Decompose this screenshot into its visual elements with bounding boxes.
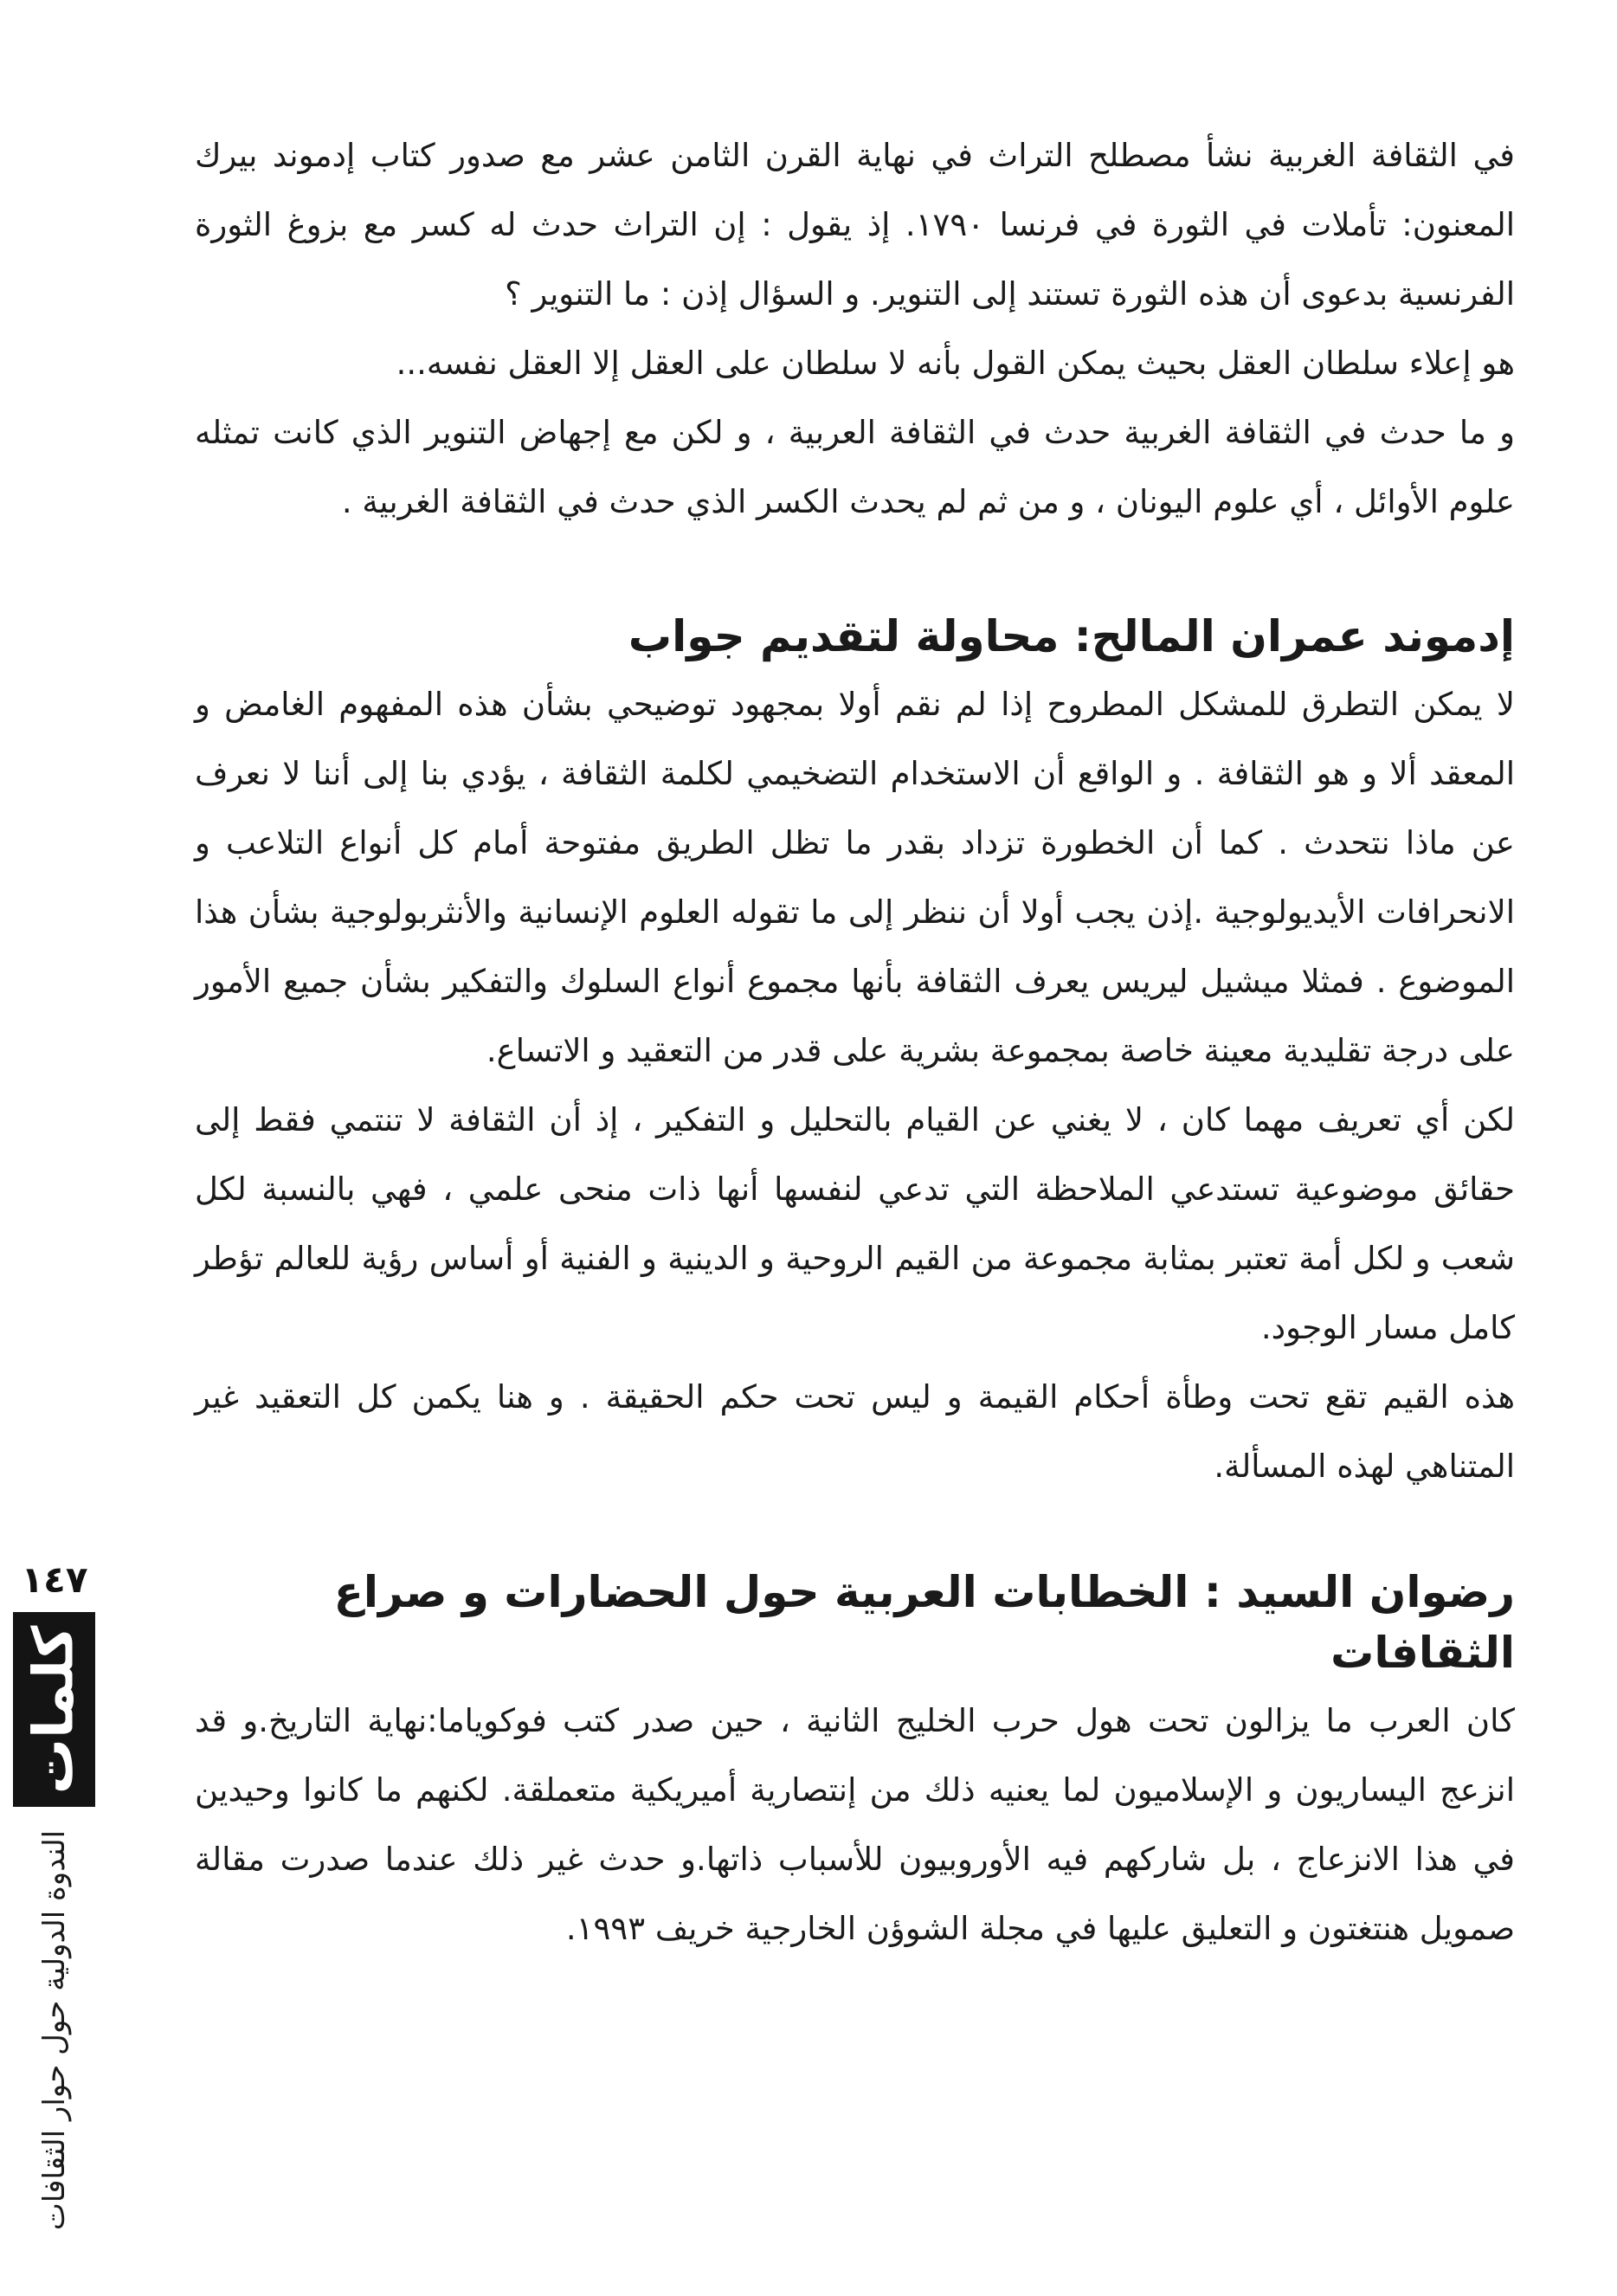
section-paragraph: لكن أي تعريف مهما كان ، لا يغني عن القيام بالتحليل و التفكير ، إذ أن الثقافة لا تنتمي فقط إلى حقائق موضوعية تستدعي الملاحظة التي تدعي لنفسها أنها ذات منحى علمي ، فهي بالنسبة لكل شعب و لكل أمة تعتبر بمثابة مجموعة من القيم الروحية و الدينية و الفنية أو أساس رؤية للعالم تؤطر كامل مسار الوجود. (195, 1101, 1515, 1346)
journal-name: كلمات (22, 1625, 87, 1794)
section-paragraph: هذه القيم تقع تحت وطأة أحكام القيمة و ليس تحت حكم الحقيقة . و هنا يكمن كل التعقيد غير المتناهي لهذه المسألة. (195, 1378, 1515, 1485)
section-paragraph: كان العرب ما يزالون تحت هول حرب الخليج الثانية ، حين صدر كتب فوكوياما:نهاية التاريخ.و قد انزعج اليساريون و الإسلاميون لما يعنيه ذلك من إنتصارية أميريكية متعملقة. لكنهم ما كانوا وحيدين في هذا الانزعاج ، بل شاركهم فيه الأوروبيون للأسباب ذاتها.و حدث غير ذلك عندما صدرت مقالة صمويل هنتغتون و التعليق عليها في مجلة الشوؤن الخارجية خريف ١٩٩٣. (195, 1702, 1515, 1947)
running-caption (24, 1827, 85, 2234)
intro-paragraph: في الثقافة الغربية نشأ مصطلح التراث في نهاية القرن الثامن عشر مع صدور كتاب إدموند بيرك المعنون: تأملات في الثورة في فرنسا ١٧٩٠. إذ يقول : إن التراث حدث له كسر مع بزوغ الثورة الفرنسية بدعوى أن هذه الثورة تستند إلى التنوير. و السؤال إذن : ما التنوير ؟ (195, 137, 1515, 313)
section-heading: رضوان السيد : الخطابات العربية حول الحضارات و صراع الثقافات (333, 1567, 1515, 1678)
intro-block (195, 121, 1515, 537)
main-text-column (195, 121, 1515, 1964)
page-sidebar (0, 1558, 113, 2251)
section-paragraph: لا يمكن التطرق للمشكل المطروح إذا لم نقم أولا بمجهود توضيحي بشأن هذه المفهوم الغامض و المعقد ألا و هو الثقافة . و الواقع أن الاستخدام التضخيمي لكلمة الثقافة ، يؤدي بنا إلى أننا لا نعرف عن ماذا نتحدث . كما أن الخطورة تزداد بقدر ما تظل الطريق مفتوحة أمام كل أنواع التلاعب و الانحرافات الأيديولوجية .إذن يجب أولا أن ننظر إلى ما تقوله العلوم الإنسانية والأنثربولوجية بشأن هذا الموضوع . فمثلا ميشيل ليريس يعرف الثقافة بأنها مجموع أنواع السلوك والتفكير بشأن جميع الأمور على درجة تقليدية معينة خاصة بمجموعة بشرية على قدر من التعقيد و الاتساع. (195, 686, 1515, 1069)
section-heading: إدموند عمران المالح: محاولة لتقديم جواب (628, 611, 1515, 661)
section-maleh (195, 606, 1515, 1501)
intro-paragraph: هو إعلاء سلطان العقل بحيث يمكن القول بأنه لا سلطان على العقل إلا العقل نفسه... (396, 345, 1515, 382)
running-caption-text: الندوة الدولية حول حوار الثقافات (37, 1829, 72, 2231)
section-sayed (195, 1562, 1515, 1964)
intro-paragraph: و ما حدث في الثقافة الغربية حدث في الثقافة العربية ، و لكن مع إجهاض التنوير الذي كانت تمثله علوم الأوائل ، أي علوم اليونان ، و من ثم لم يحدث الكسر الذي حدث في الثقافة الغربية . (195, 414, 1515, 520)
journal-label-box (13, 1612, 95, 1807)
page-number: ١٤٧ (21, 1558, 88, 1601)
